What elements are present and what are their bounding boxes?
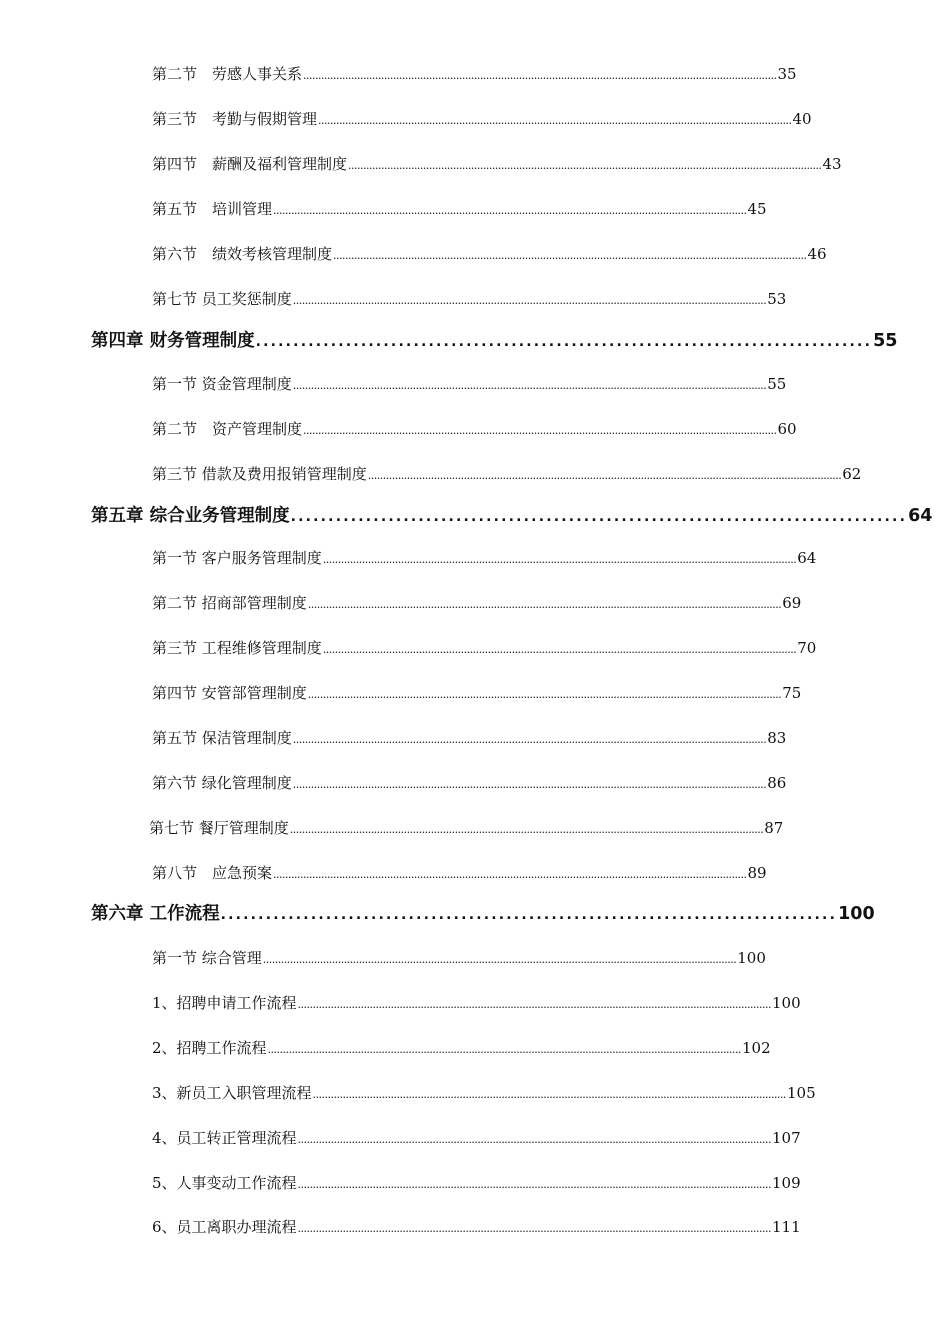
toc-entry-page: 87 <box>764 819 784 837</box>
toc-entry-title: 第四节 安管部管理制度 <box>152 684 307 702</box>
toc-entry-title: 第七节 员工奖惩制度 <box>152 290 292 308</box>
dot-leader: .............................................................................................................................................................. <box>312 1088 787 1101</box>
dot-leader: .............................................................................................................................................................. <box>307 688 782 701</box>
toc-entry-title: 第一节 综合管理 <box>152 949 262 967</box>
toc-entry-title: 第四章 财务管理制度 <box>91 331 255 351</box>
toc-entry-page: 53 <box>767 290 787 308</box>
dot-leader: .............................................................................................................................................................. <box>289 823 764 836</box>
dot-leader: .............................................................................................................................................................. <box>322 643 797 656</box>
dot-leader: .............................................................................................................................................................. <box>297 1178 772 1191</box>
dot-leader: .............................................................................................................................................................. <box>292 778 767 791</box>
toc-entry-section[interactable] <box>152 1082 816 1104</box>
toc-entry-title: 5、人事变动工作流程 <box>152 1174 297 1192</box>
toc-entry-page: 102 <box>742 1039 771 1057</box>
toc-entry-page: 69 <box>782 594 802 612</box>
toc-entry-title: 第三节 借款及费用报销管理制度 <box>152 465 367 483</box>
toc-entry-section[interactable] <box>152 243 827 265</box>
toc-entry-title: 2、招聘工作流程 <box>152 1039 267 1057</box>
dot-leader: .............................................................................................................................................................. <box>333 249 807 262</box>
toc-entry-page: 83 <box>767 729 787 747</box>
dot-leader: .............................................................................................................................................................. <box>297 998 772 1011</box>
dot-leader: .............................................................................................................................................................. <box>267 1043 742 1056</box>
toc-entry-section[interactable] <box>152 463 862 485</box>
dot-leader: .............................................................................................................................................................. <box>273 204 747 217</box>
toc-entry-section[interactable] <box>152 1127 801 1149</box>
toc-entry-section[interactable] <box>152 637 817 659</box>
toc-entry-page: 64 <box>797 549 817 567</box>
toc-entry-section[interactable] <box>152 198 767 220</box>
toc-entry-title: 第五章 综合业务管理制度 <box>91 506 290 526</box>
toc-entry-title: 1、招聘申请工作流程 <box>152 994 297 1012</box>
toc-entry-page: 89 <box>747 864 767 882</box>
toc-entry-chapter[interactable] <box>91 503 933 529</box>
toc-entry-section[interactable] <box>152 373 787 395</box>
toc-entry-section[interactable] <box>152 862 767 884</box>
toc-entry-title: 第七节 餐厅管理制度 <box>149 819 289 837</box>
toc-entry-section[interactable] <box>152 992 801 1014</box>
dot-leader: .............................................................................................................................................................. <box>322 553 797 566</box>
toc-entry-title: 第八节 应急预案 <box>152 864 273 882</box>
toc-entry-title: 第二节 劳感人事关系 <box>152 65 303 83</box>
toc-entry-chapter[interactable] <box>91 901 875 927</box>
toc-entry-page: 40 <box>792 110 812 128</box>
toc-entry-page: 43 <box>822 155 842 173</box>
dot-leader: .............................................................................................................................................................. <box>262 953 737 966</box>
toc-entry-title: 第五节 保洁管理制度 <box>152 729 292 747</box>
dot-leader: .............................................................................................................................................................. <box>348 159 822 172</box>
toc-entry-title: 第三节 工程维修管理制度 <box>152 639 322 657</box>
toc-entry-title: 第三节 考勤与假期管理 <box>152 110 318 128</box>
toc-entry-page: 111 <box>772 1218 801 1236</box>
toc-entry-section[interactable] <box>152 772 787 794</box>
toc-entry-title: 第一节 资金管理制度 <box>152 375 292 393</box>
dot-leader: .............................................................................................................................................................. <box>273 868 747 881</box>
toc-entry-section[interactable] <box>149 817 784 839</box>
dot-leader: .............................................................................................................................................................. <box>367 469 842 482</box>
toc-entry-section[interactable] <box>152 682 802 704</box>
toc-entry-section[interactable] <box>152 727 787 749</box>
toc-entry-page: 46 <box>807 245 827 263</box>
toc-entry-page: 35 <box>777 65 797 83</box>
toc-entry-title: 第一节 客户服务管理制度 <box>152 549 322 567</box>
dot-leader: .............................................................................................................................................................. <box>318 114 792 127</box>
toc-entry-page: 64 <box>908 506 933 526</box>
toc-entry-page: 100 <box>737 949 766 967</box>
toc-entry-section[interactable] <box>152 592 802 614</box>
toc-entry-section[interactable] <box>152 153 842 175</box>
toc-entry-page: 75 <box>782 684 802 702</box>
toc-entry-title: 第二节 资产管理制度 <box>152 420 303 438</box>
dot-leader: .............................................................................................................................................................. <box>292 379 767 392</box>
toc-entry-title: 第六节 绩效考核管理制度 <box>152 245 333 263</box>
toc-entry-page: 100 <box>772 994 801 1012</box>
toc-entry-page: 45 <box>747 200 767 218</box>
toc-entry-page: 55 <box>873 331 898 351</box>
toc-entry-title: 3、新员工入职管理流程 <box>152 1084 312 1102</box>
toc-entry-title: 第二节 招商部管理制度 <box>152 594 307 612</box>
dot-leader: .................................................................................. <box>255 334 873 350</box>
toc-entry-title: 第四节 薪酬及福利管理制度 <box>152 155 348 173</box>
dot-leader: .............................................................................................................................................................. <box>292 294 767 307</box>
toc-entry-section[interactable] <box>152 1172 801 1194</box>
dot-leader: .............................................................................................................................................................. <box>303 69 777 82</box>
toc-entry-page: 100 <box>838 904 875 924</box>
toc-entry-section[interactable] <box>152 1037 771 1059</box>
toc-entry-title: 4、员工转正管理流程 <box>152 1129 297 1147</box>
dot-leader: .............................................................................................................................................................. <box>297 1222 772 1235</box>
toc-entry-section[interactable] <box>152 108 812 130</box>
toc-entry-page: 60 <box>777 420 797 438</box>
toc-entry-title: 第六节 绿化管理制度 <box>152 774 292 792</box>
toc-entry-page: 55 <box>767 375 787 393</box>
dot-leader: .............................................................................................................................................................. <box>292 733 767 746</box>
dot-leader: .............................................................................................................................................................. <box>303 424 777 437</box>
toc-entry-page: 107 <box>772 1129 801 1147</box>
dot-leader: .............................................................................................................................................................. <box>297 1133 772 1146</box>
toc-entry-section[interactable] <box>152 418 797 440</box>
toc-entry-title: 第六章 工作流程 <box>91 904 220 924</box>
toc-entry-section[interactable] <box>152 1216 801 1238</box>
toc-entry-page: 109 <box>772 1174 801 1192</box>
toc-entry-title: 6、员工离职办理流程 <box>152 1218 297 1236</box>
dot-leader: .................................................................................. <box>290 509 908 525</box>
toc-entry-title: 第五节 培训管理 <box>152 200 273 218</box>
toc-entry-page: 62 <box>842 465 862 483</box>
toc-entry-page: 105 <box>787 1084 816 1102</box>
toc-entry-section[interactable] <box>152 547 817 569</box>
toc-entry-section[interactable] <box>152 63 797 85</box>
toc-entry-section[interactable] <box>152 947 766 969</box>
dot-leader: .............................................................................................................................................................. <box>307 598 782 611</box>
dot-leader: .................................................................................. <box>220 907 838 923</box>
toc-entry-section[interactable] <box>152 288 787 310</box>
toc-entry-page: 86 <box>767 774 787 792</box>
toc-entry-chapter[interactable] <box>91 328 898 354</box>
toc-entry-page: 70 <box>797 639 817 657</box>
